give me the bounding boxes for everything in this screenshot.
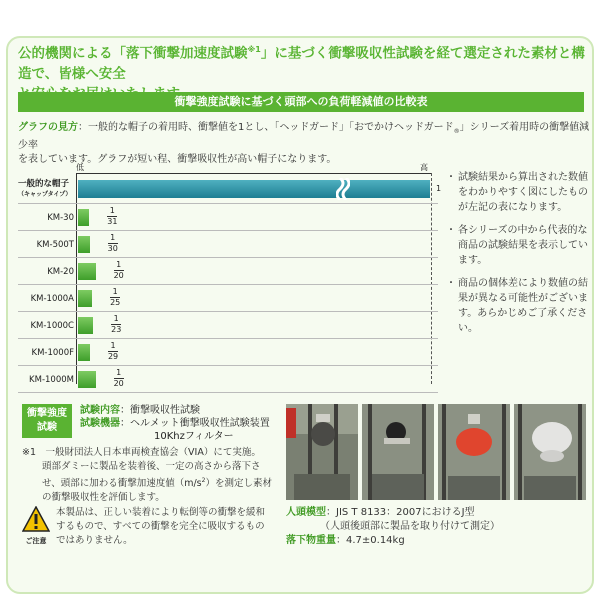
chart-bar (78, 371, 96, 388)
chart-value-fraction (111, 314, 121, 335)
guide-text-3: を表しています。グラフが短い程、衝撃吸収性が高い帽子になります。 (18, 154, 337, 165)
chart-row-label: KM-1000C (30, 320, 74, 331)
reference-bar (78, 180, 430, 198)
fraction-numerator: 1 (111, 314, 121, 325)
spec-model: ：JIS T 8133：2007におけるJ型 (326, 507, 475, 518)
chart-bar (78, 263, 96, 280)
chart-value-fraction (108, 233, 118, 254)
fraction-denominator: 23 (111, 325, 122, 334)
chart-value-fraction (114, 260, 124, 281)
fraction-numerator: 1 (108, 233, 118, 244)
guide-text-1: ：一般的な帽子の着用時、衝撃値を1とし、「ヘッドガード」「おでかけヘッドガード (78, 122, 454, 133)
chart-row (18, 312, 438, 339)
graph-guide (18, 121, 590, 167)
caution-line-2: するもので、すべての衝撃を完全に吸収するもの (56, 521, 265, 532)
chart-value-fraction (114, 368, 124, 389)
chart-value-fraction (107, 206, 117, 227)
chart-bar (78, 290, 92, 307)
chart-row-label: KM-20 (47, 266, 74, 277)
chart-value-fraction (110, 287, 120, 308)
test-info (80, 404, 280, 443)
trademark-mark: ® (453, 128, 460, 135)
reference-name: 一般的な帽子 (18, 178, 70, 189)
test-photo-3 (438, 404, 510, 500)
footnote-mark: ※1 (22, 447, 37, 458)
spec-model-label: 人頭模型 (286, 507, 326, 518)
headline-text-a: 公的機関による「落下衝撃加速度試験 (18, 45, 248, 62)
chart-row (18, 231, 438, 258)
chart-row-label: KM-1000A (30, 293, 74, 304)
footnote-line-1: 一般財団法人日本車両検査協会（VIA）にて実施。 (45, 447, 261, 458)
fraction-denominator: 31 (107, 217, 118, 226)
fraction-numerator: 1 (108, 341, 118, 352)
caution-line-1: 本製品は、正しい装着により転倒等の衝撃を緩和 (56, 507, 266, 518)
test-device: ：ヘルメット衝撃吸収性試験装置 (120, 418, 270, 429)
comparison-chart (18, 162, 442, 388)
test-content-label: 試験内容 (80, 405, 120, 416)
test-photo-2 (362, 404, 434, 500)
footnote-line-3a: せ、頭部に加わる衝撃加速度値（m/s (42, 478, 202, 490)
chart-value-fraction (108, 341, 118, 362)
test-filter: 10Khzフィルター (154, 431, 234, 442)
chart-row-label: KM-500T (36, 239, 74, 250)
note-item: ・ 各シリーズの中から代表的な商品の試験結果を表示しています。 (448, 223, 588, 268)
caution-label: ご注意 (25, 537, 47, 545)
notes-list (448, 170, 588, 344)
spec-weight-label: 落下物重量 (286, 535, 336, 546)
chart-row-label: KM-1000M (29, 374, 74, 385)
footnote-line-3b: ）を測定し素材 (205, 478, 272, 490)
headline-footnote-mark: ※1 (247, 45, 261, 54)
spec-info (286, 506, 586, 548)
fraction-denominator: 20 (113, 271, 124, 280)
test-device-label: 試験機器 (80, 418, 120, 429)
footnote-line-2: 頭部ダミーに製品を装着後、一定の高さから落下さ (42, 461, 261, 472)
chart-row-label: KM-1000F (31, 347, 74, 358)
footnote-superscript: 2 (201, 477, 206, 484)
test-photo-4 (514, 404, 586, 500)
section-title: 衝撃強度試験に基づく頭部への負荷軽減値の比較表 (18, 92, 584, 112)
chart-axis-labels (18, 162, 438, 172)
fraction-denominator: 25 (110, 298, 121, 307)
guide-label: グラフの見方 (18, 122, 78, 133)
reference-note: （キャップタイプ） (18, 190, 72, 198)
fraction-numerator: 1 (114, 368, 124, 379)
fraction-numerator: 1 (110, 287, 120, 298)
break-mark-icon (336, 178, 350, 200)
test-badge-line-1: 衝撃強度 (27, 408, 67, 419)
guide-text-2: 」シリーズ着用時の衝撃値減少率 (18, 122, 590, 151)
note-item: ・ 商品の個体差により数値の結果が異なる可能性がございます。あらかじめご了承ください。 (448, 276, 588, 336)
fraction-numerator: 1 (107, 206, 117, 217)
chart-row (18, 339, 438, 366)
note-item: ・ 試験結果から算出された数値をわかりやすく図にしたものが左記の表になります。 (448, 170, 588, 215)
test-badge-line-2: 試験 (37, 422, 57, 433)
chart-row (18, 258, 438, 285)
chart-row (18, 366, 438, 393)
headline-text-b: 」に基づく衝撃吸収性試験を経て選定された素材と構造で、皆様へ安全 (18, 45, 585, 82)
footnote (22, 446, 280, 505)
caution-text (56, 506, 282, 548)
fraction-denominator: 30 (107, 244, 118, 253)
chart-bar (78, 209, 89, 226)
chart-row (18, 204, 438, 231)
axis-low-label: 低 (76, 163, 84, 172)
axis-high-label: 高 (420, 163, 428, 172)
footnote-line-4: の衝撃吸収性を評価します。 (42, 492, 165, 504)
chart-row (18, 285, 438, 312)
test-badge (22, 404, 72, 438)
reference-value-label: 1 (436, 184, 442, 193)
fraction-denominator: 20 (113, 379, 124, 388)
test-photos (286, 404, 586, 500)
chart-bar (78, 236, 90, 253)
fraction-denominator: 29 (107, 352, 119, 361)
test-photo-1 (286, 404, 358, 500)
chart-bar (78, 317, 93, 334)
reference-label (18, 174, 74, 204)
spec-model-note: （人頭後頭部に製品を取り付けて測定） (320, 521, 500, 532)
test-content: ：衝撃吸収性試験 (120, 405, 200, 416)
warning-icon (22, 506, 50, 546)
spec-weight: ：4.7±0.14kg (336, 535, 405, 546)
fraction-numerator: 1 (114, 260, 124, 271)
chart-row-reference (18, 174, 442, 204)
chart-row-label: KM-30 (47, 212, 74, 223)
chart-bar (78, 344, 90, 361)
caution-line-3: ではありません。 (56, 535, 133, 546)
